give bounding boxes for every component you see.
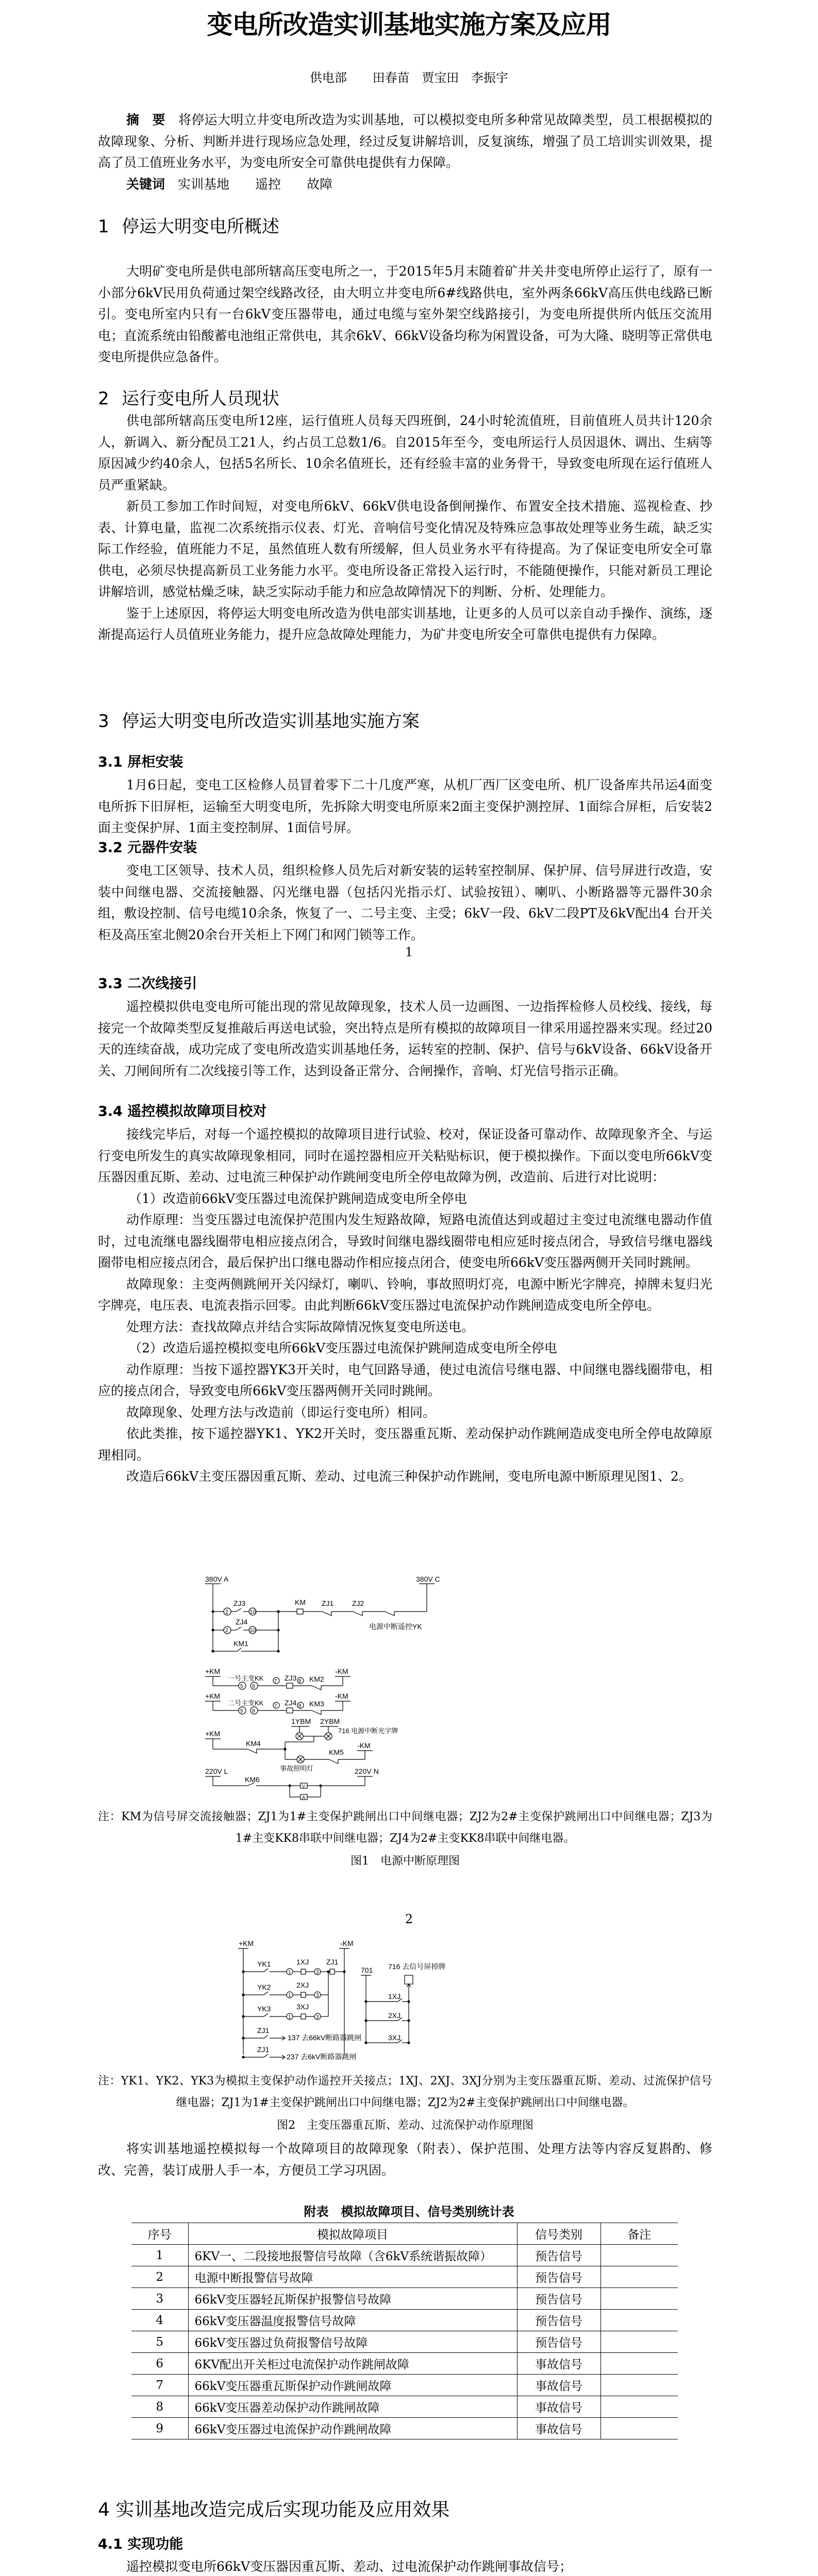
svg-text:ZJ1: ZJ1 bbox=[257, 2045, 270, 2054]
label-380v-c: 380V C bbox=[416, 1575, 440, 1583]
figure-2-diagram bbox=[222, 1937, 446, 2061]
remark bbox=[600, 2353, 678, 2375]
svg-text:7: 7 bbox=[274, 1679, 277, 1684]
remark bbox=[600, 2310, 678, 2331]
paragraph: （2）改造后遥控模拟变电所66kV变压器过电流保护跳闸造成变电所全停电 bbox=[129, 1341, 557, 1355]
section-heading-2: 2 运行变电所人员现状 bbox=[98, 388, 279, 409]
author-name: 田春苗 bbox=[372, 71, 410, 85]
table-row bbox=[131, 2331, 678, 2353]
paragraph: 将实训基地遥控模拟每一个故障项目的故障现象（附表）、保护范围、处理方法等内容反复斟酌、修改、完善，装订成册人手一本，方便员工学习巩固。 bbox=[98, 2141, 712, 2178]
label-220v-n: 220V N bbox=[355, 1767, 379, 1775]
keyword: 遥控 bbox=[255, 176, 281, 192]
meter-circuit bbox=[205, 1776, 373, 1788]
remark bbox=[600, 2331, 678, 2353]
label-716: 716 去信号屏掉牌 bbox=[388, 1962, 446, 1971]
abstract bbox=[98, 109, 712, 195]
svg-text:2: 2 bbox=[225, 1628, 229, 1634]
remark bbox=[600, 2288, 678, 2310]
paragraph: 大明矿变电所是供电部所辖高压变电所之一，于2015年5月末随着矿井关井变电所停止运行了，原有一小部分6kV民用负荷通过架空线路改径，由大明立井变电所6#线路供电，室外两条66kV高压供电线路已断引。变电所室内只有一台6kV变压器带电，通过电缆与室外架空线路接引，为变电所提供所内低压交流用电；直流系统由铅酸蓄电池组正常供电，其余6kV、66kV设备均称为闲置设备，可为大隆、晓明等正常供电变电所提供应急备件。 bbox=[98, 264, 712, 364]
label-1xj: 1XJ bbox=[296, 1958, 309, 1966]
remark bbox=[600, 2418, 678, 2439]
table-row bbox=[131, 2418, 678, 2439]
col-header: 信号类别 bbox=[517, 2223, 600, 2245]
svg-text:3: 3 bbox=[316, 1970, 319, 1975]
abstract-label: 摘 要 bbox=[126, 112, 165, 127]
svg-text:-KM: -KM bbox=[335, 1692, 348, 1700]
zj1-237-row bbox=[243, 2054, 285, 2059]
label-220v-l: 220V L bbox=[205, 1767, 228, 1775]
label-237: 237 去6kV断路器跳闸 bbox=[287, 2053, 357, 2061]
keywords-label: 关键词 bbox=[126, 176, 165, 192]
signal-type: 事故信号 bbox=[517, 2418, 600, 2439]
paragraph: 鉴于上述原因，将停运大明变电所改造为供电部实训基地，让更多的人员可以亲自动手操作、演练，逐渐提高运行人员值班业务能力，提升应急故障处理能力，为矿井变电所安全可靠供电提供有力保障。 bbox=[98, 605, 712, 642]
label-716-sign: 716 电源中断光字牌 bbox=[338, 1727, 398, 1735]
figure-2-caption: 图2 主变压器重瓦斯、差动、过流保护动作原理图 bbox=[277, 2119, 533, 2132]
section-3-1-body bbox=[98, 774, 712, 839]
section-1-body bbox=[98, 261, 712, 368]
section-3-2-body bbox=[98, 860, 712, 945]
subheading-3-2: 3.2 元器件安装 bbox=[98, 840, 197, 856]
table-row bbox=[131, 2353, 678, 2375]
abstract-text: 将停运大明立井变电所改造为实训基地，可以模拟变电所多种常见故障类型，员工根据模拟的故障现象、分析、判断并进行现场应急处理，经过反复讲解培训，反复演练，增强了员工培训实训效果，提高了员工值班业务水平，为变电所安全可靠供电提供有力保障。 bbox=[98, 112, 712, 170]
svg-text:1: 1 bbox=[288, 1993, 291, 1998]
svg-text:ZJ1: ZJ1 bbox=[257, 2026, 270, 2035]
page-number: 2 bbox=[405, 1912, 413, 1926]
subheading-4-1: 4.1 实现功能 bbox=[98, 2536, 183, 2552]
label-plus-km: +KM bbox=[239, 1939, 254, 1947]
label-137: 137 去66kV断路器跳闸 bbox=[288, 2033, 362, 2042]
table-header-row bbox=[131, 2223, 678, 2245]
svg-text:1: 1 bbox=[288, 1970, 291, 1975]
subheading-3-1: 3.1 屏柜安装 bbox=[98, 754, 183, 770]
fault-item: 66kV变压器温度报警信号故障 bbox=[188, 2310, 517, 2331]
svg-text:2: 2 bbox=[225, 1609, 229, 1615]
fault-item: 电源中断报警信号故障 bbox=[188, 2266, 517, 2288]
label-yk1: YK1 bbox=[257, 1960, 271, 1968]
paragraph: 改造后66kV主变压器因重瓦斯、差动、过电流三种保护动作跳闸，变电所电源中断原理见图1、2。 bbox=[126, 1469, 692, 1484]
signal-type: 事故信号 bbox=[517, 2353, 600, 2375]
section-3-4-body bbox=[98, 1124, 712, 1487]
svg-text:+KM: +KM bbox=[205, 1692, 221, 1700]
paragraph: 新员工参加工作时间短，对变电所6kV、66kV供电设备倒闸操作、布置安全技术措施、巡视检查、抄表、计算电量，监视二次系统指示仪表、灯光、音响信号变化情况及特殊应急事故处理等业务生疏，缺乏实际工作经验，值班能力不足，虽然值班人数有所缓解，但人员业务水平有待提高。为了保证变电所安全可靠供电，必须尽快提高新员工业务能力水平。变电所设备正常投入运行时，不能随便操作，只能对新员工理论讲解培训，感觉枯燥乏味，缺乏实际动手能力和应急故障情况下的判断、分析、处理能力。 bbox=[98, 499, 712, 599]
row-index: 4 bbox=[131, 2310, 188, 2331]
row-index: 2 bbox=[131, 2266, 188, 2288]
label-kk2: 二号主变KK bbox=[228, 1699, 264, 1707]
signal-type: 预告信号 bbox=[517, 2245, 600, 2266]
section-2-body bbox=[98, 410, 712, 646]
label-zj4: ZJ4 bbox=[236, 1618, 248, 1626]
zj4-branch bbox=[213, 1626, 278, 1634]
section-heading-3: 3 停运大明变电所改造实训基地实施方案 bbox=[98, 711, 420, 732]
row-index: 6 bbox=[131, 2353, 188, 2375]
svg-text:5: 5 bbox=[240, 1684, 243, 1689]
label-zj1: ZJ1 bbox=[322, 1599, 334, 1607]
remark bbox=[600, 2245, 678, 2266]
row-index: 1 bbox=[131, 2245, 188, 2266]
row-index: 5 bbox=[131, 2331, 188, 2353]
paragraph: 处理方法：查找故障点并结合实际故障情况恢复变电所送电。 bbox=[126, 1319, 475, 1334]
figure-1-caption: 图1 电源中断原理图 bbox=[350, 1855, 460, 1868]
section-4-1-body bbox=[98, 2556, 712, 2576]
table-row bbox=[131, 2266, 678, 2288]
author-dept: 供电部 bbox=[310, 71, 347, 85]
fault-item: 6KV一、二段接地报警信号故障（含6kV系统谐振故障） bbox=[188, 2245, 517, 2266]
row-index: 7 bbox=[131, 2375, 188, 2396]
signal-type: 预告信号 bbox=[517, 2288, 600, 2310]
fault-item: 6KV配出开关柜过电流保护动作跳闸故障 bbox=[188, 2353, 517, 2375]
signal-type: 预告信号 bbox=[517, 2310, 600, 2331]
row-index: 3 bbox=[131, 2288, 188, 2310]
author-name: 李振宇 bbox=[471, 71, 508, 85]
table-row bbox=[131, 2245, 678, 2266]
label-emergency-lamp: 事故照明灯 bbox=[280, 1765, 314, 1772]
label-km5: KM5 bbox=[329, 1748, 344, 1756]
signal-type: 事故信号 bbox=[517, 2396, 600, 2418]
label-yk: 电源中断遥控YK bbox=[369, 1622, 422, 1631]
keywords bbox=[98, 174, 712, 195]
paragraph: 故障现象、处理方法与改造前（即运行变电所）相同。 bbox=[126, 1404, 436, 1420]
author-name: 贾宝田 bbox=[422, 71, 459, 85]
label-yk3: YK3 bbox=[257, 2005, 271, 2013]
svg-text:3: 3 bbox=[316, 2014, 319, 2020]
paragraph: 遥控模拟供电变电所可能出现的常见故障现象，技术人员一边画图、一边指挥检修人员校线、接线，每接完一个故障类型反复推敲后再送电试验，突出特点是所有模拟的故障项目一律采用遥控器来实现。经过20天的连续奋战，成功完成了变电所改造实训基地任务，运转室的控制、保护、信号与6kV设备、66kV设备开关、刀闸间所有二次线接引等工作，达到设备正常分、合闸操作，音响、灯光信号指示正确。 bbox=[98, 999, 712, 1078]
col-header: 备注 bbox=[600, 2223, 678, 2245]
svg-text:8: 8 bbox=[298, 1703, 302, 1709]
figure-followup bbox=[98, 2138, 712, 2181]
svg-text:2XJ: 2XJ bbox=[388, 2011, 401, 2020]
table-row bbox=[131, 2396, 678, 2418]
section-heading-4: 4 实训基地改造完成后实现功能及应用效果 bbox=[98, 2499, 450, 2520]
fault-item: 66kV变压器过负荷报警信号故障 bbox=[188, 2331, 517, 2353]
page-number: 1 bbox=[405, 945, 413, 959]
svg-text:10: 10 bbox=[249, 1628, 256, 1634]
zj3-branch bbox=[213, 1608, 278, 1615]
svg-text:8: 8 bbox=[252, 1708, 255, 1714]
fault-item: 66kV变压器差动保护动作跳闸故障 bbox=[188, 2396, 517, 2418]
signal-type: 预告信号 bbox=[517, 2331, 600, 2353]
signal-type: 预告信号 bbox=[517, 2266, 600, 2288]
svg-text:5: 5 bbox=[240, 1708, 243, 1714]
section-3-3-body bbox=[98, 996, 712, 1081]
keyword: 实训基地 bbox=[178, 176, 230, 192]
figure-1-diagram bbox=[196, 1566, 505, 1793]
fault-item: 66kV变压器重瓦斯保护动作跳闸故障 bbox=[188, 2375, 517, 2396]
label-380v-a: 380V A bbox=[205, 1575, 229, 1583]
meter-v: V bbox=[302, 1784, 306, 1789]
meter-a: A bbox=[302, 1795, 306, 1800]
table-row bbox=[131, 2288, 678, 2310]
row-index: 9 bbox=[131, 2418, 188, 2439]
paragraph: 依此类推，按下遥控器YK1、YK2开关时，变压器重瓦斯、差动保护动作跳闸造成变电所全停电故障原理相同。 bbox=[98, 1426, 712, 1463]
section-heading-1: 1 停运大明变电所概述 bbox=[98, 216, 279, 237]
label-km6: KM6 bbox=[245, 1775, 260, 1784]
page-title: 变电所改造实训基地实施方案及应用 bbox=[207, 10, 611, 40]
label-minus-km: -KM bbox=[340, 1939, 354, 1947]
label-701: 701 bbox=[361, 1966, 373, 1974]
fault-table bbox=[131, 2223, 678, 2439]
svg-text:7: 7 bbox=[274, 1703, 277, 1709]
label-plus-km: +KM bbox=[205, 1667, 221, 1675]
paragraph: 动作原理：当按下遥控器YK3开关时，电气回路导通，使过电流信号继电器、中间继电器线圈带电，相应的接点闭合，导致变电所66kV变压器两侧开关同时跳闸。 bbox=[98, 1362, 712, 1398]
remark bbox=[600, 2375, 678, 2396]
km2-circuit bbox=[205, 1676, 350, 1690]
label-km2: KM2 bbox=[309, 1675, 324, 1683]
paragraph: 变电工区领导、技术人员，组织检修人员先后对新安装的运转室控制屏、保护屏、信号屏进行改造，安装中间继电器、交流接触器、闪光继电器（包括闪光指示灯、试验按钮）、喇叭、小断路器等元器件30余组，敷设控制、信号电缆10余条，恢复了一、二号主变、主受；6kV一段、6kV二段PT及6kV配出4 台开关柜及高压室北侧20余台开关柜上下网门和网门锁等工作。 bbox=[98, 863, 712, 942]
zj1-137-row bbox=[243, 2035, 285, 2040]
paragraph: 接线完毕后，对每一个遥控模拟的故障项目进行试验、校对，保证设备可靠动作、故障现象齐全、与运行变电所发生的真实故障现象相同，同时在遥控器相应开关粘贴标识，便于模拟操作。下面以变电所66kV变压器因重瓦斯、差动、过电流三种保护动作跳闸变电所全停电故障为例，改造前、后进行对比说明： bbox=[98, 1127, 712, 1184]
col-header: 模拟故障项目 bbox=[188, 2223, 517, 2245]
col-header: 序号 bbox=[131, 2223, 188, 2245]
paragraph: 1月6日起，变电工区检修人员冒着零下二十几度严寒，从机厂西厂区变电所、机厂设备库共吊运4面变电所拆下旧屏柜，运输至大明变电所，先拆除大明变电所原来2面主变保护测控屏、1面综合屏柜，后安装2面主变保护屏、1面主变控制屏、1面信号屏。 bbox=[98, 777, 712, 835]
svg-text:1XJ: 1XJ bbox=[388, 1992, 401, 2001]
remark bbox=[600, 2396, 678, 2418]
label-2ybm: 2YBM bbox=[320, 1717, 340, 1725]
paragraph: （1）改造前66kV变压器过电流保护跳闸造成变电所全停电 bbox=[129, 1191, 467, 1206]
paragraph: 供电部所辖高压变电所12座，运行值班人员每天四班倒，24小时轮流值班，目前值班人员共计120余人，新调入、新分配员工21人，约占员工总数1/6。自2015年至今，变电所运行人员因退休、调出、生病等原因减少约40余人，包括5名所长、10余名值班长，还有经验丰富的业务骨干，导致变电所现在运行值班人员严重紧缺。 bbox=[98, 413, 712, 493]
km3-circuit bbox=[205, 1701, 350, 1715]
label-zj3: ZJ3 bbox=[233, 1599, 246, 1607]
label-minus-km: -KM bbox=[335, 1667, 348, 1675]
label-km4: KM4 bbox=[246, 1739, 261, 1748]
km1-branch bbox=[213, 1648, 278, 1651]
signal-type: 事故信号 bbox=[517, 2375, 600, 2396]
svg-text:3: 3 bbox=[316, 1993, 319, 1998]
label-km1: KM1 bbox=[233, 1639, 248, 1648]
label-2xj: 2XJ bbox=[296, 1981, 309, 1989]
figure-2-note: 注：YK1、YK2、YK3为模拟主变保护动作遥控开关接点；1XJ、2XJ、3XJ分别为主变压器重瓦斯、差动、过流保护信号继电器；ZJ1为1#主变保护跳闸出口中间继电器；ZJ2为2#主变保护跳闸出口中间继电器。 bbox=[98, 2075, 712, 2109]
svg-text:-KM: -KM bbox=[357, 1741, 371, 1750]
svg-text:1: 1 bbox=[288, 2014, 291, 2020]
svg-text:8: 8 bbox=[252, 1684, 255, 1689]
label-1ybm: 1YBM bbox=[291, 1717, 311, 1725]
svg-text:ZJ4: ZJ4 bbox=[285, 1699, 297, 1707]
svg-text:ZJ3: ZJ3 bbox=[285, 1674, 297, 1682]
label-yk2: YK2 bbox=[257, 1983, 271, 1991]
label-zj2: ZJ2 bbox=[352, 1599, 364, 1607]
fault-item: 66kV变压器轻瓦斯保护报警信号故障 bbox=[188, 2288, 517, 2310]
table-title: 附表 模拟故障项目、信号类别统计表 bbox=[304, 2205, 514, 2219]
paragraph: 故障现象：主变两侧跳闸开关闪绿灯，喇叭、铃响，事故照明灯亮，电源中断光字牌亮，掉牌未复归光字牌亮，电压表、电流表指示回零。由此判断66kV变压器过电流保护动作跳闸造成变电所全停电。 bbox=[98, 1276, 712, 1313]
subheading-3-3: 3.3 二次线接引 bbox=[98, 976, 197, 992]
authors-line bbox=[0, 70, 818, 86]
fault-item: 66kV变压器过电流保护动作跳闸故障 bbox=[188, 2418, 517, 2439]
label-km: KM bbox=[295, 1598, 306, 1606]
svg-text:8: 8 bbox=[298, 1679, 302, 1684]
label-zj1: ZJ1 bbox=[326, 1958, 339, 1966]
subheading-3-4: 3.4 遥控模拟故障项目校对 bbox=[98, 1104, 267, 1120]
label-km3: KM3 bbox=[309, 1700, 324, 1708]
function-item: 遥控模拟变电所66kV变压器因重瓦斯、差动、过电流保护动作跳闸事故信号； bbox=[126, 2559, 573, 2574]
svg-text:+KM: +KM bbox=[205, 1730, 221, 1738]
svg-text:10: 10 bbox=[249, 1609, 256, 1615]
row-index: 8 bbox=[131, 2396, 188, 2418]
label-kk1: 一号主变KK bbox=[228, 1674, 264, 1682]
table-row bbox=[131, 2375, 678, 2396]
paragraph: 动作原理：当变压器过电流保护范围内发生短路故障，短路电流值达到或超过主变过电流继电器动作值时，过电流继电器线圈带电相应接点闭合，导致时间继电器线圈带电相应延时接点闭合，导致信号继电器线圈带电相应接点闭合，最后保护出口继电器动作相应接点闭合，使变电所66kV变压器两侧开关同时跳闸。 bbox=[98, 1212, 712, 1270]
label-3xj: 3XJ bbox=[296, 2003, 309, 2011]
remark bbox=[600, 2266, 678, 2288]
svg-text:3XJ: 3XJ bbox=[388, 2033, 401, 2042]
figure-1-note: 注：KM为信号屏交流接触器；ZJ1为1#主变保护跳闸出口中间继电器；ZJ2为2#主变保护跳闸出口中间继电器；ZJ3为1#主变KK8串联中间继电器；ZJ4为2#主变KK8串联中间继电器。 bbox=[98, 1810, 712, 1845]
table-row bbox=[131, 2310, 678, 2331]
keyword: 故障 bbox=[307, 176, 333, 192]
